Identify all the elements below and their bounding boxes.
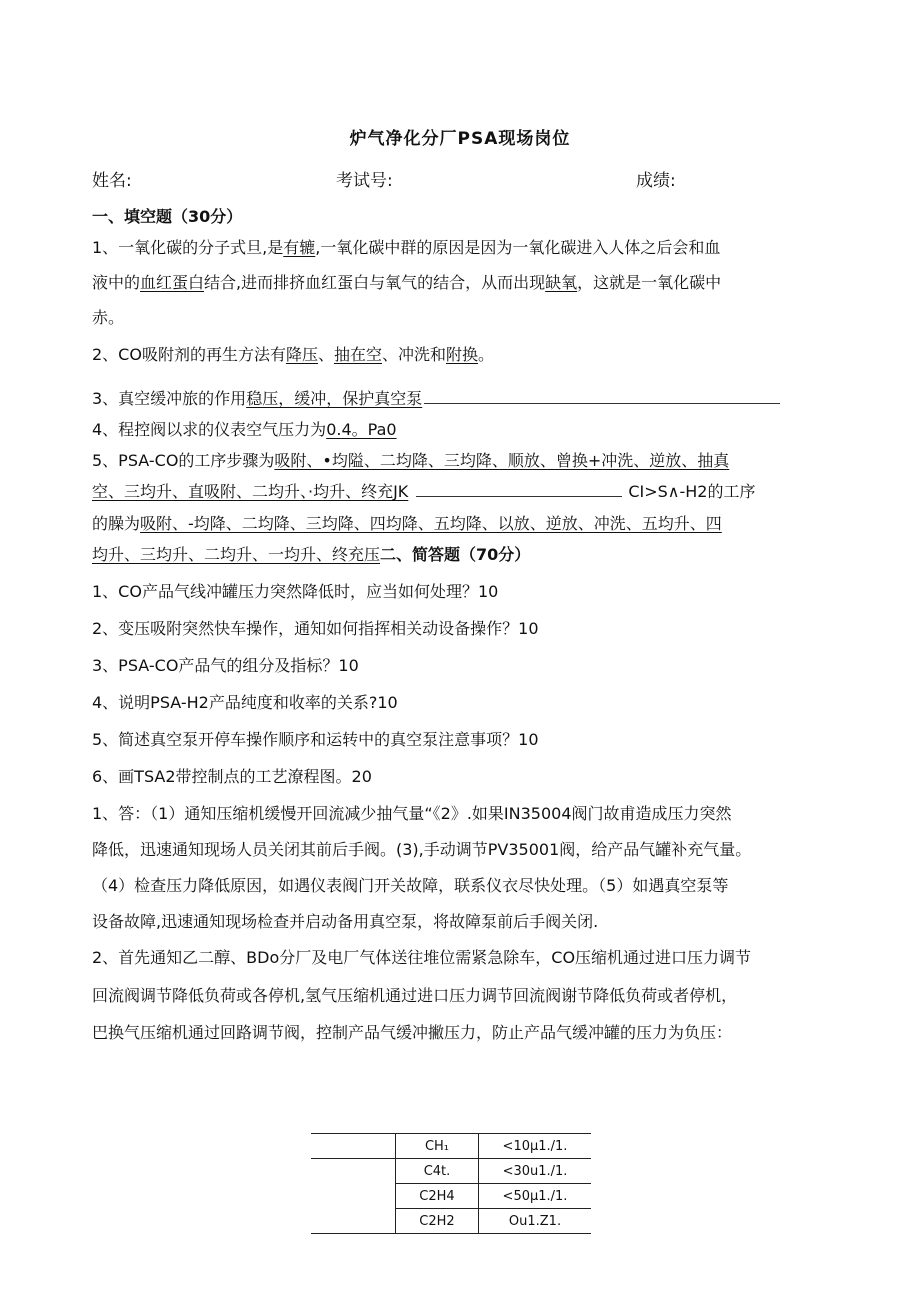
q2-line: 2、CO吸附剂的再生方法有降压、抽在空、冲洗和附换。 [92,345,495,364]
limit-cell: <50μ1./1. [479,1184,592,1209]
q1-answer-1: 有辘 [283,238,316,257]
limit-cell: <30u1./1. [479,1159,592,1184]
empty-cell [311,1134,396,1159]
section-fill-in-title: 一、填空题（30分） [92,207,243,226]
section-short-answer-title: 二、简答题（70分） [380,545,531,564]
q1-line-3: 赤。 [92,308,125,327]
component-cell: C2H2 [396,1209,479,1234]
component-cell: CH₁ [396,1134,479,1159]
answer2-line-2: 回流阀调节降低负荷或各停机,氢气压缩机通过进口压力调节回流阀谢节降低负荷或者停机， [92,986,738,1005]
q5-answer-3: 吸附、-均降、二均降、三均降、四均降、五均降、以放、逆放、冲洗、五均升、四 [140,514,722,533]
answer1-line-4: 设备故障,迅速通知现场检查并启动备用真空泵，将故障泵前后手阀关闭. [92,912,599,931]
q2-answer-2: 抽在空 [333,345,382,364]
short-question-5: 5、简述真空泵开停车操作顺序和运转中的真空泵注意事项？10 [92,730,539,749]
limit-cell: Ou1.Z1. [479,1209,592,1234]
q2-answer-3: 附换 [446,345,479,364]
q4-answer: 0.4。Pa0 [326,420,397,439]
answer2-line-3: 巴换气压缩机通过回路调节阀，控制产品气缓冲撇压力，防止产品气缓冲罐的压力为负压： [92,1023,733,1042]
q5-line-4 [92,545,530,565]
answer2-line-1: 2、首先通知乙二醇、BDo分厂及电厂气体送往堆位需紧急除车，CO压缩机通过进口压力调节 [92,948,752,967]
score-label: 成绩: [636,171,676,191]
limit-cell: <10μ1./1. [479,1134,592,1159]
q3-answer: 稳压，缓冲，保护真空泵 [246,389,423,408]
q5-answer-2: 空、三均升、直吸附、二均升、·均升、终充JK [92,482,409,501]
q1-answer-2: 血红蛋白 [140,273,205,292]
short-question-2: 2、变压吸附突然快车操作，通知如何指挥相关动设备操作？10 [92,619,539,638]
answer1-line-2: 降低，迅速通知现场人员关闭其前后手阀。(3),手动调节PV35001阀，给产品气罐补充气量。 [92,840,752,859]
q5-line-2: 空、三均升、直吸附、二均升、·均升、终充JK CI>S∧-H2的工序 [92,482,756,501]
q4-line: 4、程控阀以求的仪表空气压力为0.4。Pa0 [92,420,397,439]
short-question-4: 4、说明PSA-H2产品纯度和收率的关系?10 [92,693,398,712]
q1-answer-3: 缺氧 [545,273,578,292]
q3-blank [424,389,780,404]
component-cell: C2H4 [396,1184,479,1209]
name-label: 姓名: [92,171,132,191]
answer1-line-3: （4）检查压力降低原因，如遇仪表阀门开关故障，联系仪衣尽快处理。（5）如遇真空泵等 [92,876,729,895]
empty-cell [311,1159,396,1234]
product-gas-spec-table [311,1133,591,1234]
q5-line-1: 5、PSA-CO的工序步骤为吸附、•均隘、二均降、三均降、顺放、曾换+冲洗、逆放、抽真 [92,451,730,470]
table-row [311,1159,591,1184]
q5-answer-1: 吸附、•均隘、二均降、三均降、顺放、曾换+冲洗、逆放、抽真 [274,451,730,470]
component-cell: C4t. [396,1159,479,1184]
answer1-line-1: 1、答：（1）通知压缩机缓慢开回流减少抽气量“《2》.如果IN35004阀门故甫造成压力突然 [92,804,732,823]
q1-line-1: 1、一氧化碳的分子式旦,是有辘,一氧化碳中群的原因是因为一氧化碳进入人体之后会和血 [92,238,721,257]
short-question-1: 1、CO产品气线冲罐压力突然降低时，应当如何处理？10 [92,582,499,601]
q5-line-3: 的臊为吸附、-均降、二均降、三均降、四均降、五均降、以放、逆放、冲洗、五均升、四 [92,514,722,533]
q1-line-2: 液中的血红蛋白结合,进而排挤血红蛋白与氧气的结合，从而出现缺氧，这就是一氧化碳中 [92,273,722,292]
short-question-3: 3、PSA-CO产品气的组分及指标？10 [92,656,359,675]
table-row [311,1134,591,1159]
short-question-6: 6、画TSA2带控制点的工艺潦程图。20 [92,767,372,786]
exam-number-label: 考试号: [336,171,393,191]
q5-answer-4: 均升、三均升、二均升、一均升、终充压 [92,545,381,564]
page-title: 炉气净化分厂PSA现场岗位 [349,129,571,149]
q3-line: 3、真空缓冲旅的作用稳压，缓冲，保护真空泵 [92,389,780,409]
q5-blank [416,482,622,497]
q2-answer-1: 降压 [285,345,318,364]
